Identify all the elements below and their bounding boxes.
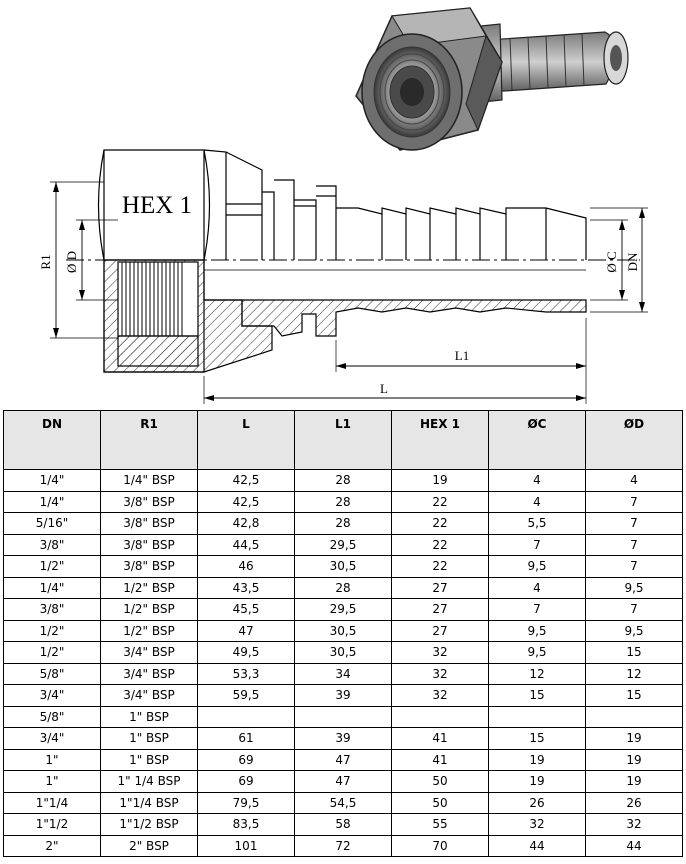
cell-c: 9,5 [489, 556, 586, 578]
cell-d [586, 706, 683, 728]
cell-dn: 1/2" [4, 556, 101, 578]
cell-hex1: 22 [392, 556, 489, 578]
cell-c: 32 [489, 814, 586, 836]
cell-dn: 3/8" [4, 534, 101, 556]
table-row [4, 663, 683, 685]
cell-d: 32 [586, 814, 683, 836]
table-row [4, 706, 683, 728]
cell-r1: 3/4" BSP [101, 642, 198, 664]
cell-dn: 1/4" [4, 577, 101, 599]
cell-d: 19 [586, 749, 683, 771]
cell-d: 12 [586, 663, 683, 685]
cell-d: 26 [586, 792, 683, 814]
cell-hex1: 22 [392, 513, 489, 535]
cell-r1: 3/4" BSP [101, 685, 198, 707]
cell-r1: 3/8" BSP [101, 491, 198, 513]
cell-l: 43,5 [198, 577, 295, 599]
header-l1: L1 [295, 411, 392, 470]
cell-dn: 5/8" [4, 706, 101, 728]
cell-dn: 1/2" [4, 642, 101, 664]
cell-hex1 [392, 706, 489, 728]
cell-l: 46 [198, 556, 295, 578]
cell-dn: 1/2" [4, 620, 101, 642]
cell-c: 19 [489, 749, 586, 771]
cell-d: 15 [586, 642, 683, 664]
cell-d: 9,5 [586, 577, 683, 599]
cell-hex1: 55 [392, 814, 489, 836]
table-row [4, 749, 683, 771]
cell-hex1: 27 [392, 620, 489, 642]
cell-l1: 54,5 [295, 792, 392, 814]
cell-dn: 3/4" [4, 728, 101, 750]
header-r1: R1 [101, 411, 198, 470]
cell-hex1: 41 [392, 749, 489, 771]
c-label: Ø C [604, 251, 619, 273]
cell-r1: 3/4" BSP [101, 663, 198, 685]
cell-c: 15 [489, 685, 586, 707]
table-body [4, 470, 683, 857]
cell-l: 45,5 [198, 599, 295, 621]
cell-dn: 1" [4, 749, 101, 771]
cell-hex1: 27 [392, 577, 489, 599]
cell-c: 7 [489, 534, 586, 556]
cell-hex1: 32 [392, 685, 489, 707]
dn-label: DN [625, 252, 640, 272]
cell-c: 44 [489, 835, 586, 857]
cell-l: 79,5 [198, 792, 295, 814]
cell-c: 26 [489, 792, 586, 814]
cell-c: 5,5 [489, 513, 586, 535]
table-row [4, 534, 683, 556]
cell-dn: 1/4" [4, 491, 101, 513]
table-row [4, 814, 683, 836]
cell-l: 42,5 [198, 470, 295, 492]
hex-label: HEX 1 [121, 192, 193, 219]
table-row [4, 685, 683, 707]
cell-c: 12 [489, 663, 586, 685]
table-header-row [4, 411, 683, 470]
cell-l: 69 [198, 771, 295, 793]
header-dn: DN [4, 411, 101, 470]
cell-hex1: 19 [392, 470, 489, 492]
cell-r1: 3/8" BSP [101, 556, 198, 578]
cell-dn: 1/4" [4, 470, 101, 492]
cell-r1: 1" 1/4 BSP [101, 771, 198, 793]
cell-l1: 47 [295, 749, 392, 771]
cell-dn: 1"1/4 [4, 792, 101, 814]
cell-r1: 1" BSP [101, 706, 198, 728]
cell-l1: 29,5 [295, 599, 392, 621]
cell-l1: 30,5 [295, 620, 392, 642]
cell-c: 19 [489, 771, 586, 793]
cell-l: 53,3 [198, 663, 295, 685]
cell-hex1: 41 [392, 728, 489, 750]
cell-l1: 47 [295, 771, 392, 793]
cell-hex1: 50 [392, 771, 489, 793]
cell-d: 7 [586, 513, 683, 535]
cell-c: 15 [489, 728, 586, 750]
cell-l: 49,5 [198, 642, 295, 664]
cell-hex1: 22 [392, 491, 489, 513]
cell-l: 83,5 [198, 814, 295, 836]
cell-dn: 3/8" [4, 599, 101, 621]
cell-r1: 1" BSP [101, 749, 198, 771]
cell-dn: 2" [4, 835, 101, 857]
table-row [4, 620, 683, 642]
cell-c [489, 706, 586, 728]
cell-c: 4 [489, 491, 586, 513]
cell-l1: 39 [295, 728, 392, 750]
hex-nut-3d [356, 8, 502, 150]
cell-l1: 30,5 [295, 642, 392, 664]
header-d: ØD [586, 411, 683, 470]
cell-dn: 1" [4, 771, 101, 793]
header-c: ØC [489, 411, 586, 470]
cell-r1: 3/8" BSP [101, 534, 198, 556]
cell-l: 42,8 [198, 513, 295, 535]
cell-r1: 1/4" BSP [101, 470, 198, 492]
table-row [4, 556, 683, 578]
cell-c: 7 [489, 599, 586, 621]
cell-l1: 28 [295, 491, 392, 513]
table-row [4, 771, 683, 793]
cell-l: 42,5 [198, 491, 295, 513]
cell-hex1: 70 [392, 835, 489, 857]
cell-l1: 28 [295, 513, 392, 535]
cell-l1: 29,5 [295, 534, 392, 556]
table-row [4, 835, 683, 857]
l-label: L [380, 381, 388, 396]
cell-l: 69 [198, 749, 295, 771]
cell-l: 47 [198, 620, 295, 642]
cell-d: 7 [586, 534, 683, 556]
cell-l: 44,5 [198, 534, 295, 556]
cell-hex1: 50 [392, 792, 489, 814]
cell-hex1: 32 [392, 663, 489, 685]
fitting-3d-render [356, 8, 628, 150]
header-l: L [198, 411, 295, 470]
table-row [4, 599, 683, 621]
cell-l: 61 [198, 728, 295, 750]
cell-hex1: 22 [392, 534, 489, 556]
cell-d: 7 [586, 556, 683, 578]
dimensions-table [3, 410, 683, 857]
fitting-technical-drawing [0, 0, 686, 408]
cell-l1: 39 [295, 685, 392, 707]
cell-l1: 30,5 [295, 556, 392, 578]
table-row [4, 491, 683, 513]
cell-dn: 3/4" [4, 685, 101, 707]
cell-l1: 72 [295, 835, 392, 857]
table-row [4, 513, 683, 535]
table-row [4, 728, 683, 750]
barbed-tail-3d [488, 32, 628, 92]
cell-l1: 34 [295, 663, 392, 685]
table-row [4, 470, 683, 492]
cell-l [198, 706, 295, 728]
cell-dn: 5/8" [4, 663, 101, 685]
cell-dn: 5/16" [4, 513, 101, 535]
cell-c: 9,5 [489, 620, 586, 642]
cell-r1: 1/2" BSP [101, 599, 198, 621]
cell-r1: 1"1/2 BSP [101, 814, 198, 836]
cell-hex1: 32 [392, 642, 489, 664]
cell-r1: 1"1/4 BSP [101, 792, 198, 814]
cell-l: 101 [198, 835, 295, 857]
cell-d: 44 [586, 835, 683, 857]
table-row [4, 577, 683, 599]
cell-d: 19 [586, 771, 683, 793]
cell-r1: 1" BSP [101, 728, 198, 750]
cell-l1: 28 [295, 470, 392, 492]
cell-l1: 28 [295, 577, 392, 599]
cell-d: 9,5 [586, 620, 683, 642]
cell-d: 15 [586, 685, 683, 707]
cell-r1: 2" BSP [101, 835, 198, 857]
cell-c: 4 [489, 470, 586, 492]
cell-c: 9,5 [489, 642, 586, 664]
cell-d: 4 [586, 470, 683, 492]
cell-r1: 1/2" BSP [101, 620, 198, 642]
cell-dn: 1"1/2 [4, 814, 101, 836]
cell-l: 59,5 [198, 685, 295, 707]
cell-r1: 3/8" BSP [101, 513, 198, 535]
cell-l1 [295, 706, 392, 728]
l1-label: L1 [454, 348, 470, 363]
table-row [4, 642, 683, 664]
fitting-section-view [50, 150, 648, 404]
d-label: Ø D [64, 250, 79, 274]
r1-label: R1 [38, 254, 53, 270]
cell-r1: 1/2" BSP [101, 577, 198, 599]
cell-c: 4 [489, 577, 586, 599]
table-row [4, 792, 683, 814]
header-hex1: HEX 1 [392, 411, 489, 470]
cell-l1: 58 [295, 814, 392, 836]
cell-d: 7 [586, 491, 683, 513]
cell-hex1: 27 [392, 599, 489, 621]
cell-d: 7 [586, 599, 683, 621]
cell-d: 19 [586, 728, 683, 750]
